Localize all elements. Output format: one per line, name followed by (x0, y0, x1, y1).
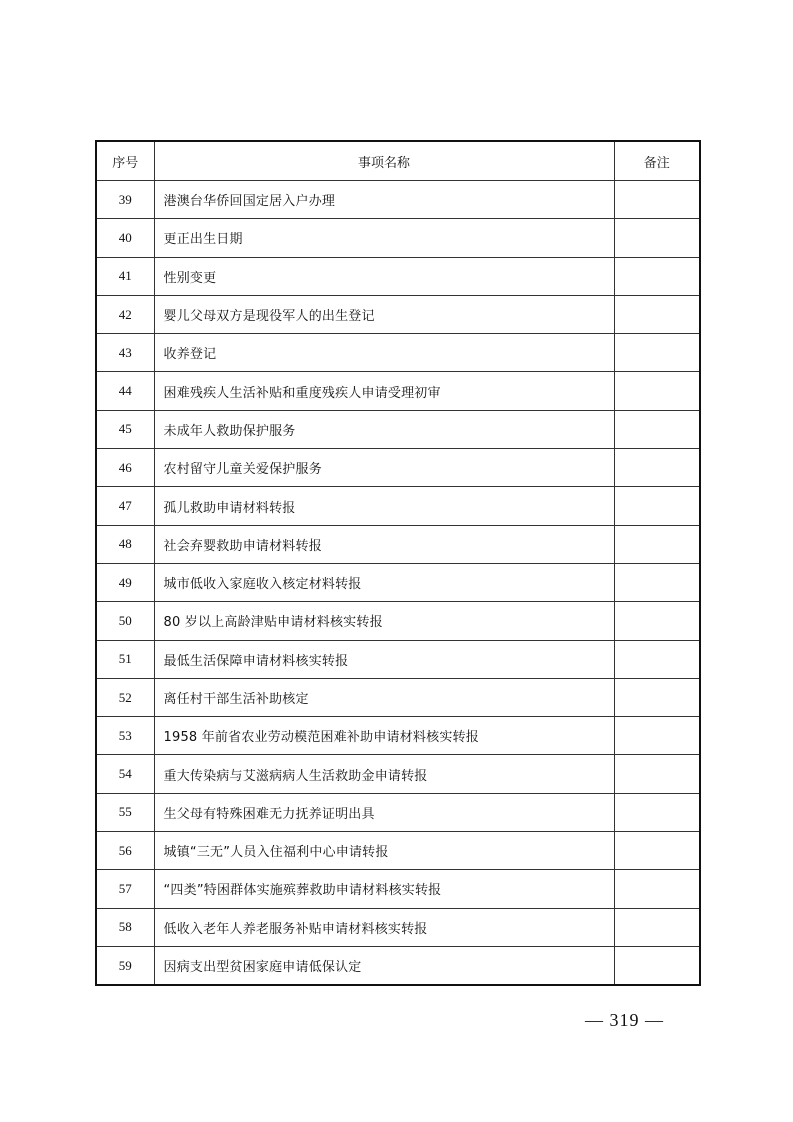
row-name: 重大传染病与艾滋病病人生活救助金申请转报 (154, 755, 614, 793)
table-row (96, 449, 700, 487)
row-name: 困难残疾人生活补贴和重度残疾人申请受理初审 (154, 372, 614, 410)
row-remark (614, 793, 700, 831)
row-name: 最低生活保障申请材料核实转报 (154, 640, 614, 678)
header-seq: 序号 (96, 141, 154, 181)
table-row (96, 832, 700, 870)
row-seq: 39 (96, 181, 154, 219)
row-remark (614, 717, 700, 755)
row-name: 城镇“三无”人员入住福利中心申请转报 (154, 832, 614, 870)
row-remark (614, 678, 700, 716)
table-row (96, 295, 700, 333)
row-remark (614, 219, 700, 257)
table-row (96, 525, 700, 563)
row-name: 孤儿救助申请材料转报 (154, 487, 614, 525)
row-seq: 41 (96, 257, 154, 295)
row-remark (614, 946, 700, 985)
row-seq: 46 (96, 449, 154, 487)
row-name: 社会弃婴救助申请材料转报 (154, 525, 614, 563)
row-seq: 50 (96, 602, 154, 640)
row-seq: 49 (96, 563, 154, 601)
row-name: 收养登记 (154, 334, 614, 372)
row-name: 因病支出型贫困家庭申请低保认定 (154, 946, 614, 985)
table-row (96, 219, 700, 257)
row-name: 城市低收入家庭收入核定材料转报 (154, 563, 614, 601)
table-row (96, 257, 700, 295)
row-seq: 52 (96, 678, 154, 716)
row-seq: 48 (96, 525, 154, 563)
table-row (96, 334, 700, 372)
row-remark (614, 487, 700, 525)
table-body (96, 181, 700, 986)
table-row (96, 640, 700, 678)
row-name: 更正出生日期 (154, 219, 614, 257)
row-seq: 45 (96, 410, 154, 448)
row-name: 低收入老年人养老服务补贴申请材料核实转报 (154, 908, 614, 946)
row-remark (614, 602, 700, 640)
row-remark (614, 832, 700, 870)
table-row (96, 870, 700, 908)
table-row (96, 946, 700, 985)
row-remark (614, 372, 700, 410)
row-name: 未成年人救助保护服务 (154, 410, 614, 448)
row-name: “四类”特困群体实施殡葬救助申请材料核实转报 (154, 870, 614, 908)
row-remark (614, 870, 700, 908)
row-remark (614, 334, 700, 372)
table-header-row (96, 141, 700, 181)
table-row (96, 181, 700, 219)
row-name: 港澳台华侨回国定居入户办理 (154, 181, 614, 219)
row-remark (614, 181, 700, 219)
row-remark (614, 257, 700, 295)
row-name: 1958 年前省农业劳动模范困难补助申请材料核实转报 (154, 717, 614, 755)
row-seq: 40 (96, 219, 154, 257)
row-seq: 44 (96, 372, 154, 410)
row-seq: 47 (96, 487, 154, 525)
row-seq: 43 (96, 334, 154, 372)
matters-table-container (95, 140, 699, 986)
table-row (96, 372, 700, 410)
row-seq: 56 (96, 832, 154, 870)
row-name: 农村留守儿童关爱保护服务 (154, 449, 614, 487)
table-row (96, 793, 700, 831)
header-name: 事项名称 (154, 141, 614, 181)
row-seq: 59 (96, 946, 154, 985)
table-row (96, 908, 700, 946)
row-seq: 58 (96, 908, 154, 946)
row-remark (614, 908, 700, 946)
table-row (96, 678, 700, 716)
table-row (96, 563, 700, 601)
table-row (96, 755, 700, 793)
table-row (96, 487, 700, 525)
row-remark (614, 295, 700, 333)
header-remark: 备注 (614, 141, 700, 181)
row-remark (614, 640, 700, 678)
page-number: — 319 — (585, 1010, 664, 1030)
row-name: 生父母有特殊困难无力抚养证明出具 (154, 793, 614, 831)
row-seq: 53 (96, 717, 154, 755)
row-seq: 57 (96, 870, 154, 908)
row-seq: 42 (96, 295, 154, 333)
row-remark (614, 410, 700, 448)
row-seq: 51 (96, 640, 154, 678)
row-seq: 55 (96, 793, 154, 831)
table-row (96, 717, 700, 755)
row-name: 性别变更 (154, 257, 614, 295)
row-name: 80 岁以上高龄津贴申请材料核实转报 (154, 602, 614, 640)
row-remark (614, 525, 700, 563)
matters-table (95, 140, 701, 986)
row-seq: 54 (96, 755, 154, 793)
row-remark (614, 563, 700, 601)
table-row (96, 410, 700, 448)
row-name: 婴儿父母双方是现役军人的出生登记 (154, 295, 614, 333)
row-name: 离任村干部生活补助核定 (154, 678, 614, 716)
row-remark (614, 755, 700, 793)
row-remark (614, 449, 700, 487)
table-row (96, 602, 700, 640)
